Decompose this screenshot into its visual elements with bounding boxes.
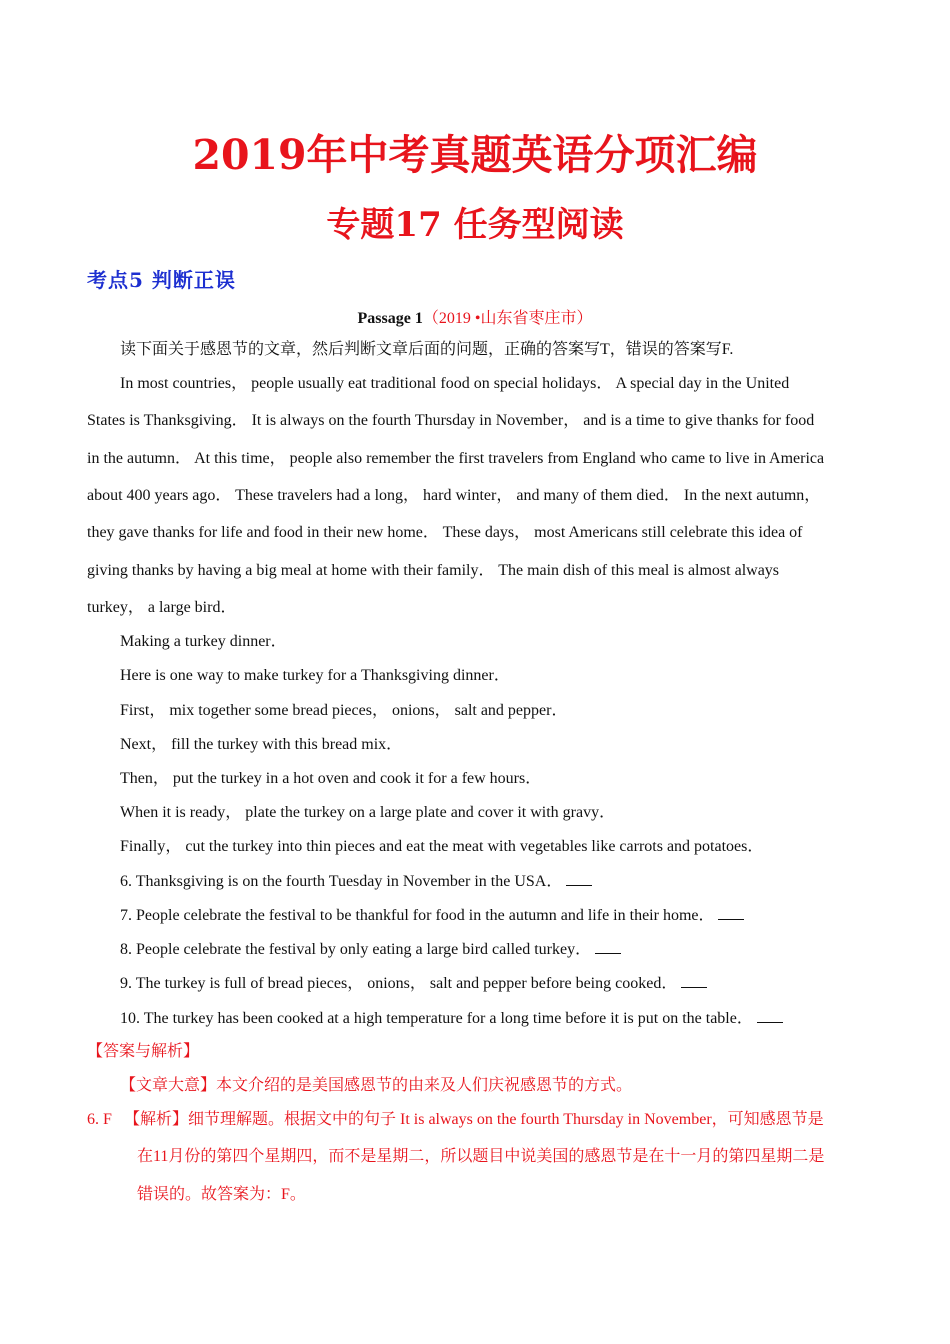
answer-summary: 【文章大意】本文介绍的是美国感恩节的由来及人们庆祝感恩节的方式。 xyxy=(120,1077,633,1094)
instruction-text: 读下面关于感恩节的文章，然后判断文章后面的问题，正确的答案写T，错误的答案写F. xyxy=(120,341,734,358)
question-text: 6. Thanksgiving is on the fourth Tuesday in November in the USA． xyxy=(120,873,563,890)
paragraph-line: In most countries， people usually eat traditional food on special holidays． A special day in the United xyxy=(120,375,790,392)
question-6 xyxy=(120,871,592,892)
step-line: When it is ready， plate the turkey on a large plate and cover it with gravy． xyxy=(120,804,616,821)
question-text: 7. People celebrate the festival to be thankful for food in the autumn and life in their home． xyxy=(120,907,715,924)
paragraph-line: States is Thanksgiving． It is always on the fourth Thursday in November， and is a time to give thanks for food xyxy=(87,412,815,429)
paragraph-line: turkey， a large bird． xyxy=(87,599,237,616)
question-8 xyxy=(120,939,621,960)
answer-explanation-line: 【解析】细节理解题。根据文中的句子 It is always on the fourth Thursday in November，可知感恩节是 xyxy=(124,1111,824,1128)
question-text: 10. The turkey has been cooked at a high temperature for a long time before it is put on the table． xyxy=(120,1010,753,1027)
paragraph-line: about 400 years ago． These travelers had a long， hard winter， and many of them died． In the next autumn， xyxy=(87,487,821,504)
answer-blank[interactable] xyxy=(757,1008,783,1023)
paragraph-line: in the autumn． At this time， people also remember the first travelers from England who came to live in America xyxy=(87,450,825,467)
question-9 xyxy=(120,973,707,994)
step-line: Then， put the turkey in a hot oven and cook it for a few hours． xyxy=(120,770,542,787)
answer-blank[interactable] xyxy=(595,939,621,954)
document-title: 2019年中考真题英语分项汇编 xyxy=(192,131,758,179)
answer-header: 【答案与解析】 xyxy=(87,1043,200,1060)
document-subtitle: 专题17 任务型阅读 xyxy=(326,205,624,245)
step-line: Finally， cut the turkey into thin pieces and eat the meat with vegetables like carrots and potatoes． xyxy=(120,838,764,855)
question-7 xyxy=(120,905,744,926)
section-heading: 考点5 判断正误 xyxy=(87,268,236,292)
question-text: 8. People celebrate the festival by only eating a large bird called turkey． xyxy=(120,941,592,958)
answer-blank[interactable] xyxy=(566,871,592,886)
answer-blank[interactable] xyxy=(681,973,707,988)
paragraph-line: giving thanks by having a big meal at home with their family． The main dish of this meal is almost always xyxy=(87,562,780,579)
step-line: Making a turkey dinner． xyxy=(120,633,287,650)
passage-heading xyxy=(0,305,950,328)
answer-blank[interactable] xyxy=(718,905,744,920)
paragraph-line: they gave thanks for life and food in their new home． These days， most Americans still celebrate this idea of xyxy=(87,524,803,541)
answer-explanation-line: 错误的。故答案为：F。 xyxy=(137,1186,306,1203)
answer-item-label: 6. F xyxy=(87,1111,112,1128)
question-10 xyxy=(120,1008,783,1029)
step-line: Next， fill the turkey with this bread mix． xyxy=(120,736,403,753)
step-line: Here is one way to make turkey for a Thanksgiving dinner． xyxy=(120,667,510,684)
question-text: 9. The turkey is full of bread pieces， onions， salt and pepper before being cooked． xyxy=(120,975,678,992)
passage-label: Passage 1 xyxy=(357,310,423,327)
answer-explanation-line: 在11月份的第四个星期四，而不是星期二，所以题目中说美国的感恩节是在十一月的第四星期二是 xyxy=(137,1148,825,1165)
step-line: First， mix together some bread pieces， onions， salt and pepper． xyxy=(120,702,568,719)
passage-source: （2019 •山东省枣庄市） xyxy=(422,310,593,327)
